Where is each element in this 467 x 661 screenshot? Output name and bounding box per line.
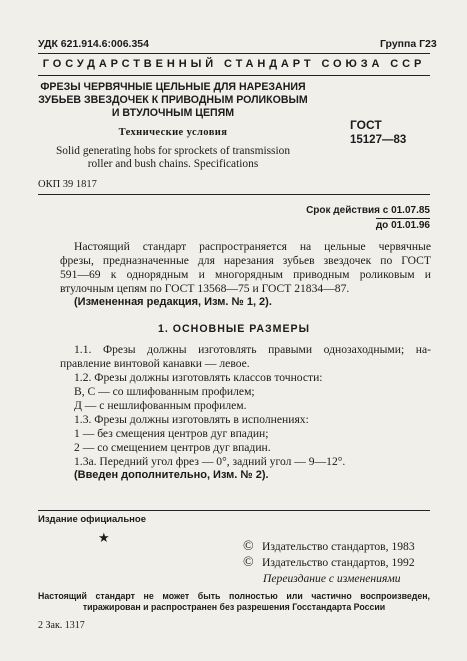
intro-line: Настоящий стандарт распространяется на цельные червячные [74, 240, 431, 253]
gost-number: 15127—83 [350, 134, 407, 146]
validity-from: Срок действия с 01.07.85 [306, 205, 430, 216]
okp-code: ОКП 39 1817 [38, 179, 97, 190]
intro-amendment-note: (Измененная редакция, Изм. № 1, 2). [74, 296, 272, 308]
subtitle: Технические условия [118, 127, 228, 138]
title-ru-line: И ВТУЛОЧНЫМ ЦЕПЯМ [111, 107, 235, 119]
copyright-icon: © [243, 555, 254, 570]
section-line: правление винтовой канавки — левое. [60, 357, 250, 370]
section-amendment-note: (Введен дополнительно, Изм. № 2). [74, 469, 269, 481]
title-en-line: Solid generating hobs for sprockets of transmission [55, 145, 291, 157]
section-line: 1.3. Фрезы должны изготовлять в исполнениях: [74, 413, 309, 426]
state-standard-banner: ГОСУДАРСТВЕННЫЙ СТАНДАРТ СОЮЗА ССР [42, 58, 426, 70]
copyright-line: Издательство стандартов, 1992 [262, 556, 415, 569]
reproduction-notice [38, 591, 430, 613]
order-number: 2 Зак. 1317 [38, 620, 85, 631]
intro-line: втулочным цепям по ГОСТ 13568—75 и ГОСТ 21834—87. [60, 282, 350, 295]
star-mark: ★ [98, 530, 110, 545]
validity-to: до 01.01.96 [375, 220, 430, 231]
gost-label: ГОСТ [350, 118, 382, 132]
section-line: 1.2. Фрезы должны изготовлять классов точности: [74, 371, 323, 384]
section-line: 1.3а. Передний угол фрез — 0°, задний угол — 9—12°. [74, 455, 346, 468]
intro-line: 591—69 к однорядным и многорядным приводным роликовым и [60, 268, 431, 281]
copyright-icon: © [243, 539, 254, 554]
title-ru [38, 81, 308, 120]
section-line: B, C — со шлифованным профилем; [74, 385, 255, 398]
header-rule-top [38, 53, 430, 54]
title-ru-line: ФРЕЗЫ ЧЕРВЯЧНЫЕ ЦЕЛЬНЫЕ ДЛЯ НАРЕЗАНИЯ [40, 81, 306, 93]
copyright-line: Издательство стандартов, 1983 [262, 540, 415, 553]
section-line: Д — с нешлифованным профилем. [74, 399, 247, 412]
title-ru-line: ЗУБЬЕВ ЗВЕЗДОЧЕК К ПРИВОДНЫМ РОЛИКОВЫМ [38, 94, 308, 106]
title-rule [38, 194, 430, 195]
notice-line: Настоящий стандарт не может быть полностью или частично воспроизведен, [38, 591, 430, 601]
title-en-line: roller and bush chains. Specifications [87, 158, 259, 170]
section-line: 2 — со смещением центров дуг впадин. [74, 441, 271, 454]
header-rule-bottom [38, 75, 430, 76]
official-edition: Издание официальное [38, 514, 146, 525]
section-line: 1 — без смещения центров дуг впадин; [74, 427, 269, 440]
intro-line: фрезы, предназначенные для нарезания зубьев звездочек по ГОСТ [60, 254, 431, 267]
reissue-note: Переиздание с изменениями [263, 572, 401, 585]
footer-rule [38, 510, 430, 511]
section-heading: 1. ОСНОВНЫЕ РАЗМЕРЫ [158, 323, 310, 335]
group-code: Группа Г23 [380, 38, 437, 50]
section-line: 1.1. Фрезы должны изготовлять правыми однозаходными; на- [74, 343, 431, 356]
udk-code: УДК 621.914.6:006.354 [38, 38, 149, 50]
title-en [38, 145, 308, 171]
notice-line: тиражирован и распространен без разрешения Госстандарта России [82, 602, 386, 612]
